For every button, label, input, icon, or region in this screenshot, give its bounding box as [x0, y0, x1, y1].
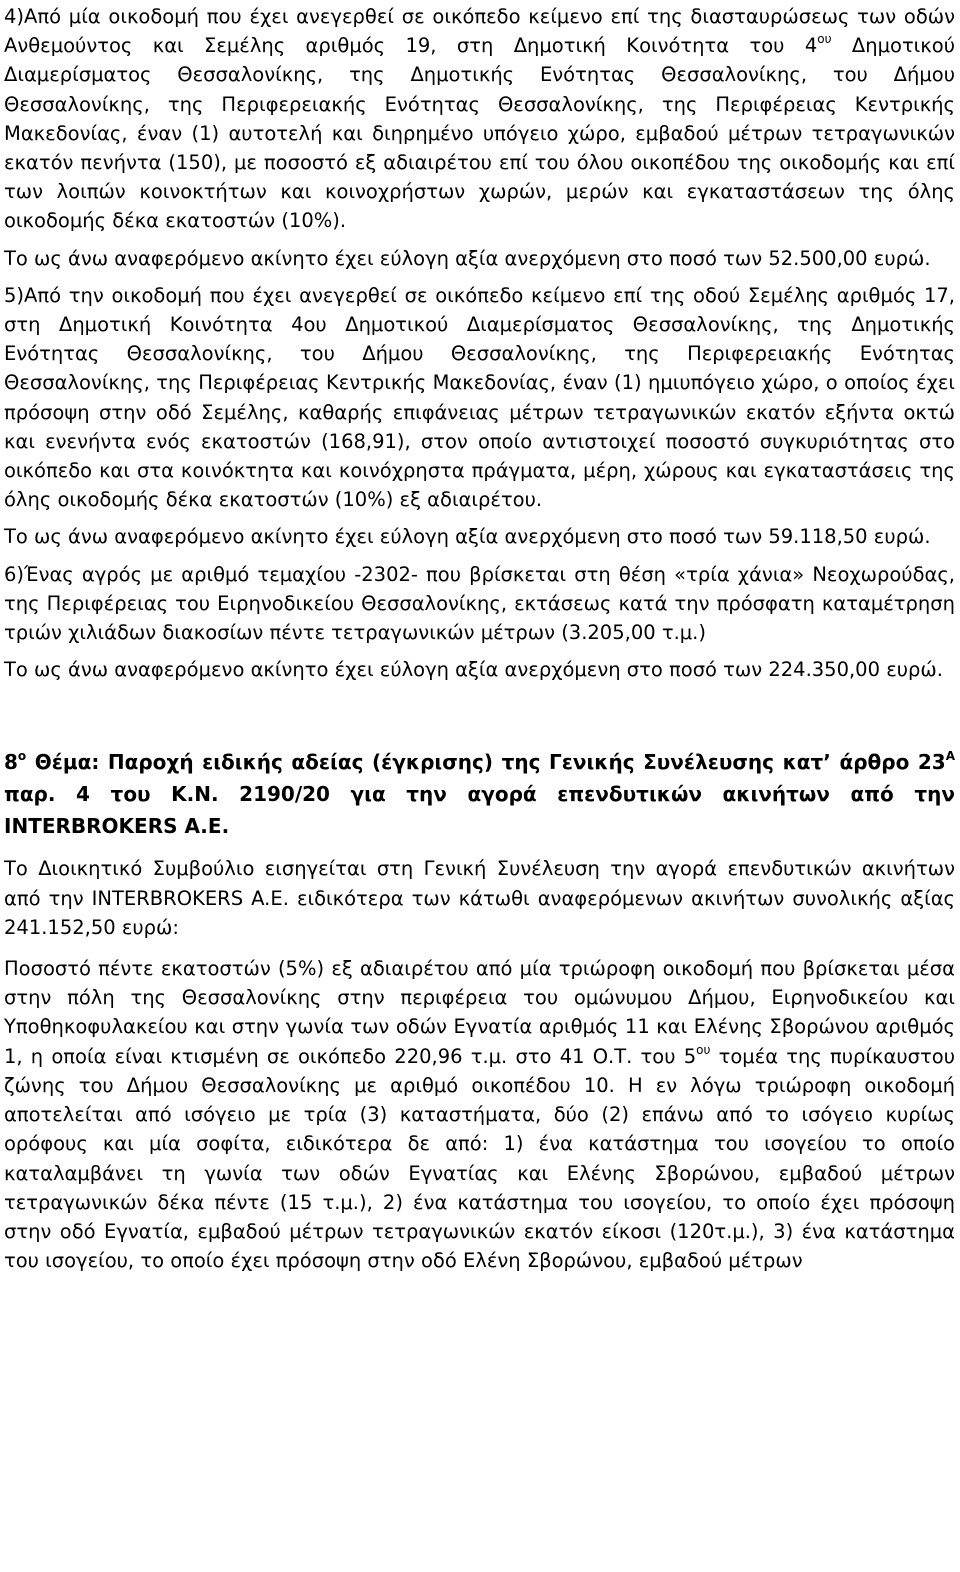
- property-share-text-end: τομέα της πυρίκαυστου ζώνης του Δήμου Θεσσαλονίκης με αριθμό οικοπέδου 10. Η εν λόγω τριώροφη οικοδομή αποτελείται από ισόγειο με τρία (3) καταστήματα, δύο (2) επάνω από το ισόγειο κυρίως ορόφους και μία σοφίτα, ειδικότερα δε από: 1) ένα κατάστημα του ισογείου το οποίο καταλαμβάνει τη γωνία των οδών Εγνατίας και Ελένης Σβορώνου, εμβαδού μέτρων τετραγωνικών δέκα πέντε (15 τ.μ.), 2) ένα κατάστημα του ισογείου, το οποίο έχει πρόσοψη στην οδό Εγνατία, εμβαδού μέτρων τετραγωνικών εκατόν είκοσι (120τ.μ.), 3) ένα κατάστημα του ισογείου, το οποίο έχει πρόσοψη στην οδό Ελένη Σβορώνου, εμβαδού μέτρων: [4, 1044, 955, 1273]
- item-5-description: 5)Από την οικοδομή που έχει ανεγερθεί σε οικόπεδο κείμενο επί της οδού Σεμέλης αριθμός 17, στη Δημοτική Κοινότητα 4ου Δημοτικού Διαμερίσματος Θεσσαλονίκης, της Δημοτικής Ενότητας Θεσσαλονίκης, του Δήμου Θεσσαλονίκης, της Περιφερειακής Ενότητας Θεσσαλονίκης, της Περιφέρειας Κεντρικής Μακεδονίας, έναν (1) ημιυπόγειο χώρο, ο οποίος έχει πρόσοψη στην οδό Σεμέλης, καθαρής επιφάνειας μέτρων τετραγωνικών εκατόν εξήντα οκτώ και ενενήντα ενός εκατοστών (168,91), στον οποίο αντιστοιχεί ποσοστό συγκυριότητας στο οικόπεδο και στα κοινόκτητα και κοινόχρηστα πράγματα, μέρη, χώρους και εγκαταστάσεις της όλης οικοδομής δέκα εκατοστών (10%) εξ αδιαιρέτου.: [4, 283, 955, 512]
- item-4-text-end: Δημοτικού Διαμερίσματος Θεσσαλονίκης, της Δημοτικής Ενότητας Θεσσαλονίκης, του Δήμου Θεσσαλονίκης, της Περιφερειακής Ενότητας Θεσσαλονίκης, της Περιφέρειας Κεντρικής Μακεδονίας, έναν (1) αυτοτελή και διηρημένο υπόγειο χώρο, εμβαδού μέτρων τετραγωνικών εκατόν πενήντα (150), με ποσοστό εξ αδιαιρέτου επί του όλου οικοπέδου της οικοδομής και επί των λοιπών κοινοκτήτων και κοινοχρήστων χωρών, μερών και εγκαταστάσεων της όλης οικοδομής δέκα εκατοστών (10%).: [4, 34, 955, 233]
- heading-number: 8: [4, 750, 18, 775]
- property-share-description: [4, 954, 955, 1275]
- item-6-description: 6)Ένας αγρός με αριθμό τεμαχίου -2302- που βρίσκεται στη θέση «τρία χάνια» Νεοχωρούδας, της Περιφέρειας του Ειρηνοδικείου Θεσσαλονίκης, εκτάσεως κατά την πρόσφατη καταμέτρηση τριών χιλιάδων διακοσίων πέντε τετραγωνικών μέτρων (3.205,00 τ.μ.): [4, 562, 955, 645]
- heading-text-start: Θέμα: Παροχή ειδικής αδείας (έγκρισης) της Γενικής Συνέλευσης κατ’ άρθρο 23: [26, 750, 946, 775]
- heading-article-superscript: Α: [945, 749, 955, 764]
- document-page: [4, 2, 955, 1275]
- heading-text-end: παρ. 4 του Κ.Ν. 2190/20 για την αγορά επενδυτικών ακινήτων από την INTERBROKERS A.E.: [4, 782, 955, 839]
- item-5-value: Το ως άνω αναφερόμενο ακίνητο έχει εύλογη αξία ανερχόμενη στο ποσό των 59.118,50 ευρώ.: [4, 525, 931, 549]
- item-6-value: Το ως άνω αναφερόμενο ακίνητο έχει εύλογη αξία ανερχόμενη στο ποσό των 224.350,00 ευρώ.: [4, 658, 943, 682]
- item-4-description: [4, 2, 955, 236]
- item-4-text-start: 4)Από μία οικοδομή που έχει ανεγερθεί σε οικόπεδο κείμενο επί της διασταυρώσεως των οδών Ανθεμούντος και Σεμέλης αριθμός 19, στη Δημοτική Κοινότητα του 4: [4, 5, 955, 58]
- board-proposal: Το Διοικητικό Συμβούλιο εισηγείται στη Γενική Συνέλευση την αγορά επενδυτικών ακινήτων από την INTERBROKERS A.E. ειδικότερα των κάτωθι αναφερόμενων ακινήτων συνολικής αξίας 241.152,50 ευρώ:: [4, 857, 955, 939]
- property-share-text-start: Ποσοστό πέντε εκατοστών (5%) εξ αδιαιρέτου από μία τριώροφη οικοδομή που βρίσκεται μέσα στην πόλη της Θεσσαλονίκης στην περιφέρεια του ομώνυμου Δήμου, Ειρηνοδικείου και Υποθηκοφυλακείου και στην γωνία των οδών Εγνατία αριθμός 11 και Ελένης Σβορώνου αριθμός 1, η οποία είναι κτισμένη σε οικόπεδο 220,96 τ.μ. στο 41 Ο.Τ. του 5: [4, 957, 955, 1068]
- heading-number-superscript: ο: [17, 749, 27, 764]
- section-heading: [4, 746, 955, 842]
- ordinal-superscript: ου: [696, 1042, 711, 1057]
- ordinal-superscript: ου: [817, 32, 832, 47]
- item-4-value: Το ως άνω αναφερόμενο ακίνητο έχει εύλογη αξία ανερχόμενη στο ποσό των 52.500,00 ευρώ.: [4, 246, 931, 270]
